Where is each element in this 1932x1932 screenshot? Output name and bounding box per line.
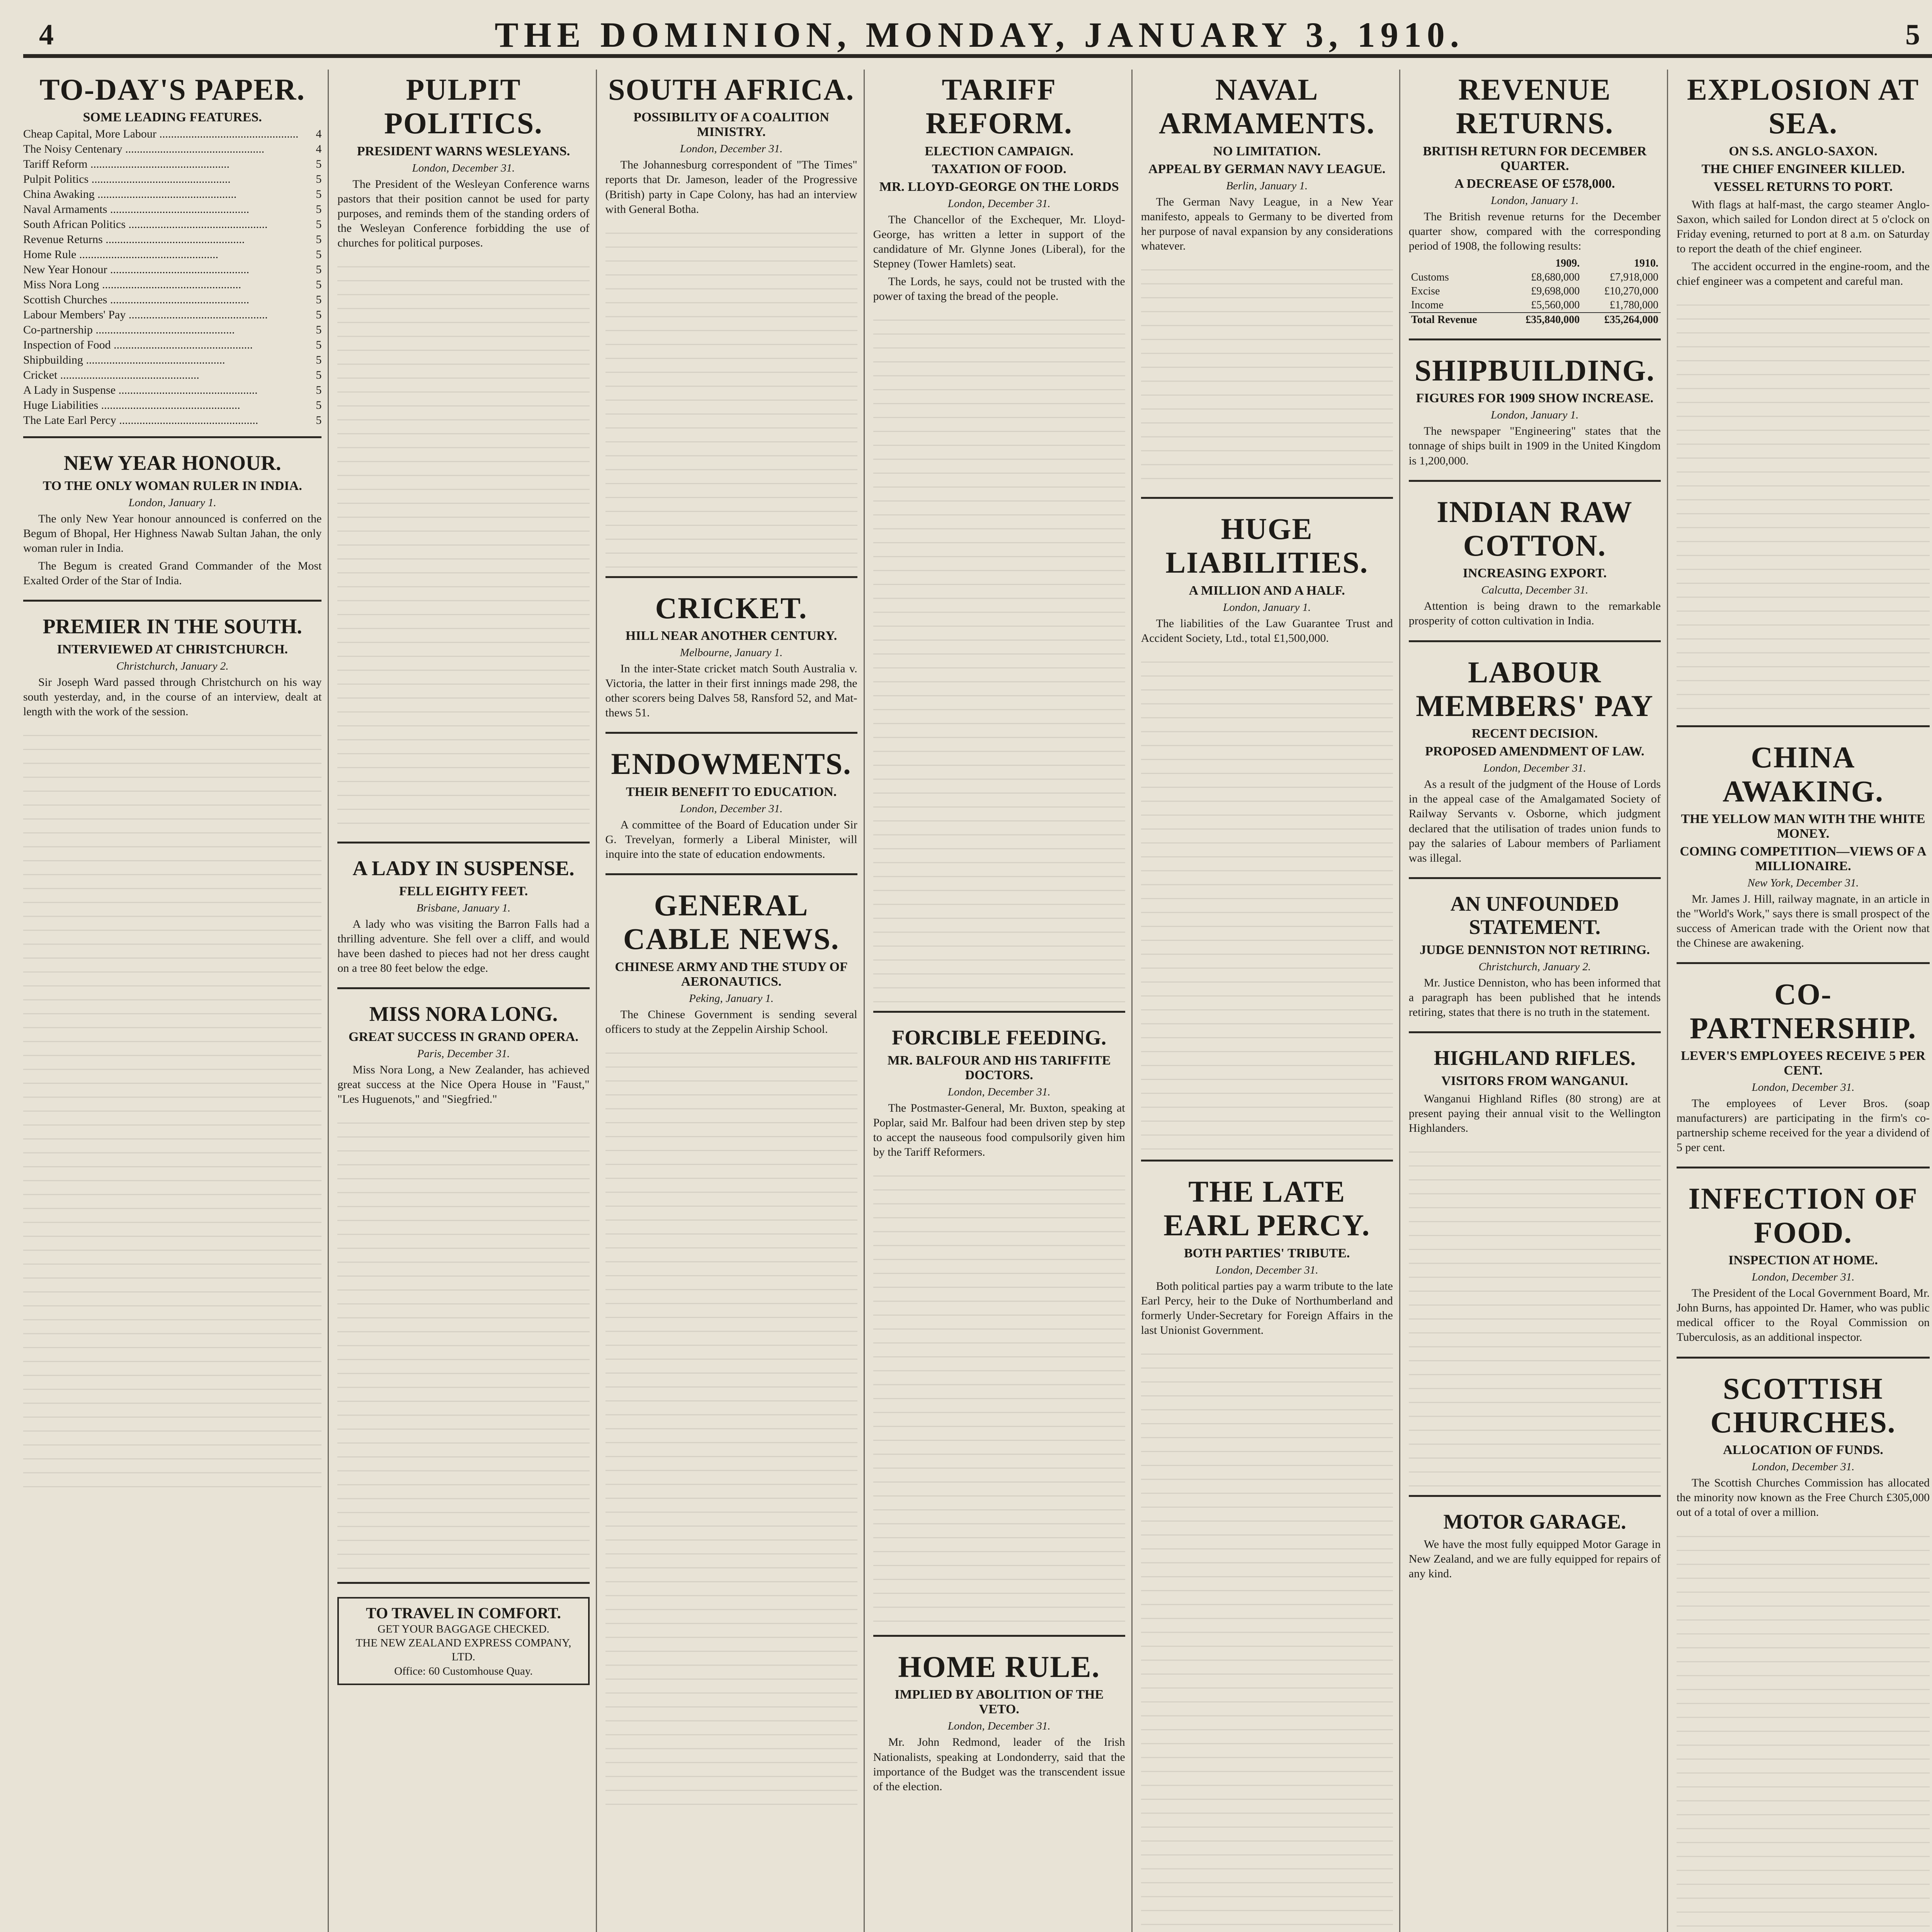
body-text-block (1141, 649, 1393, 1151)
contents-item-label: Revenue Returns ................................................ (23, 233, 245, 246)
paragraph: The British revenue returns for the December quarter show, compared with the corresponding period of 1908, the following results: (1408, 210, 1661, 252)
body-text-block (605, 1040, 857, 1813)
table-cell: £10,270,000 (1604, 285, 1658, 297)
body-text-block (1409, 1139, 1661, 1486)
dateline: London, December 31. (680, 802, 783, 815)
paragraph: A lady who was visiting the Barron Falls had a thrilling adventure. She fell over a cliff, and would have been dashed to pieces had not her dress caught on a tree 80 feet below the edge. (337, 917, 590, 975)
contents-subheading: SOME LEADING FEATURES. (83, 110, 262, 125)
article-body (1409, 1092, 1661, 1136)
dateline: London, January 1. (1491, 409, 1579, 422)
contents-item-label: Co-partnership ................................................ (23, 323, 235, 337)
dateline: London, January 1. (1491, 194, 1579, 207)
table-cell: Total Revenue (1409, 313, 1503, 327)
headline: LABOUR MEMBERS' PAY (1416, 655, 1654, 723)
article-body (1677, 197, 1930, 289)
page-number-left: 4 (39, 18, 54, 51)
headline: SCOTTISH CHURCHES. (1710, 1371, 1896, 1439)
subheading: BOTH PARTIES' TRIBUTE. (1184, 1246, 1350, 1260)
paragraph: The Johannesburg correspondent of "The Times" reports that Dr. Jameson, leader of the Progressive (British) party in Cape Colony, has had an interview with General Botha. (605, 158, 857, 216)
article-naval (1141, 73, 1393, 499)
contents-item (23, 156, 321, 172)
subheading: LEVER'S EMPLOYEES RECEIVE 5 PER CENT. (1680, 1049, 1925, 1078)
headline: THE LATE EARL PERCY. (1163, 1175, 1371, 1242)
paragraph: The Chinese Government is sending several officers to study at the Zeppelin Airship School. (605, 1008, 857, 1036)
paragraph: In the inter-State cricket match South Australia v. Victoria, the latter in their first innings made 298, the other scorers being Dalves 58, Ransford 52, and Mat-thews 51. (605, 662, 857, 719)
body-text-block (1141, 257, 1393, 488)
paragraph: The Scottish Churches Commission has allocated the minority now known as the Free Church £305,000 out of a total of over a million. (1676, 1476, 1930, 1519)
subheading: ELECTION CAMPAIGN. (925, 144, 1073, 158)
contents-item-label: South African Politics ................................................ (23, 218, 268, 231)
article-raw-cotton (1409, 495, 1661, 642)
paragraph: Attention is being drawn to the remarkable prosperity of cotton cultivation in India. (1408, 600, 1661, 628)
article-body (1409, 1537, 1661, 1581)
paragraph: Mr. James J. Hill, railway magnate, in an article in the "World's Work," says there is small prospect of the success of American trade with the Orient now that the Chinese are awakening. (1676, 893, 1930, 950)
article-body (337, 1063, 589, 1107)
article-unfounded (1409, 892, 1661, 1033)
contents-item-label: Cricket ................................................ (23, 369, 199, 382)
article-body (1409, 976, 1661, 1020)
article-lady-suspense (337, 857, 589, 989)
headline: INFECTION OF FOOD. (1688, 1182, 1918, 1249)
headline: PREMIER IN THE SOUTH. (43, 615, 302, 638)
contents-item-label: Home Rule ................................................ (23, 248, 218, 261)
headline: HIGHLAND RIFLES. (1434, 1046, 1636, 1070)
subheading: RECENT DECISION. (1471, 726, 1598, 741)
article-labour-pay (1409, 655, 1661, 879)
article-body (605, 158, 857, 216)
paragraph: The liabilities of the Law Guarantee Trust and Accident Society, Ltd., total £1,500,000. (1141, 617, 1393, 645)
subheading: IMPLIED BY ABOLITION OF THE VETO. (895, 1687, 1104, 1717)
paragraph: The President of the Wesleyan Conference warns pastors that their position cannot be used for party purposes, and reminds them of the standing orders of the Wesleyan Conference forbidding the use of churches for political purposes. (337, 177, 590, 250)
article-explosion (1677, 73, 1930, 727)
article-body (1677, 1286, 1930, 1345)
article-food-inspection (1677, 1182, 1930, 1358)
article-copartnership (1677, 977, 1930, 1168)
contents-item-page: 5 (316, 369, 322, 382)
column-2 (337, 70, 597, 1932)
article-body (873, 213, 1125, 304)
article-body (873, 1101, 1125, 1160)
table-total-row (1409, 313, 1661, 327)
contents-item (23, 232, 321, 247)
dateline: London, December 31. (1215, 1264, 1318, 1276)
headline: NEW YEAR HONOUR. (63, 451, 281, 475)
subheading: POSSIBILITY OF A COALITION MINISTRY. (633, 110, 829, 139)
headline: MOTOR GARAGE. (1443, 1510, 1626, 1533)
contents-item (23, 383, 321, 398)
dateline: Peking, January 1. (689, 992, 774, 1005)
article-body (605, 818, 857, 862)
contents-item (23, 187, 321, 202)
article-cricket (605, 591, 857, 734)
contents-item-label: Cheap Capital, More Labour ................................................ (23, 128, 299, 141)
paragraph: The newspaper "Engineering" states that the tonnage of ships built in 1909 in the United Kingdom is 1,200,000. (1408, 425, 1661, 467)
contents-item-label: Scottish Churches ................................................ (23, 293, 249, 306)
paragraph: The accident occurred in the engine-room, and the chief engineer was a competent and careful man. (1676, 260, 1930, 288)
article-body (605, 662, 857, 720)
article-china (1677, 740, 1930, 964)
headline: GENERAL CABLE NEWS. (623, 888, 840, 956)
table-header (1409, 257, 1503, 270)
article-body (23, 512, 321, 588)
headline: FORCIBLE FEEDING. (892, 1026, 1107, 1049)
table-cell: Customs (1411, 271, 1449, 283)
contents-item (23, 367, 321, 383)
headline: MISS NORA LONG. (369, 1002, 558, 1026)
body-text-block (1677, 1523, 1930, 1932)
contents-item (23, 141, 321, 156)
column-7 (1677, 70, 1932, 1932)
dateline: London, December 31. (947, 197, 1051, 210)
paragraph: Wanganui Highland Rifles (80 strong) are at present paying their annual visit to the Wellington Highlanders. (1408, 1092, 1661, 1134)
contents-item-page: 5 (316, 188, 322, 201)
contents-item (23, 202, 321, 217)
article-body (1409, 424, 1661, 468)
headline: PULPIT POLITICS. (384, 73, 543, 140)
masthead (23, 15, 1932, 58)
subheading: FIGURES FOR 1909 SHOW INCREASE. (1416, 391, 1653, 406)
subheading: JUDGE DENNISTON NOT RETIRING. (1419, 942, 1650, 957)
article-south-africa (605, 73, 857, 578)
contents-list (23, 126, 321, 428)
article-body (1409, 209, 1661, 253)
subheading: PRESIDENT WARNS WESLEYANS. (357, 144, 570, 158)
paragraph: Mr. Justice Denniston, who has been informed that a paragraph has been published that he intends retiring, states that there is no truth in the statement. (1408, 976, 1661, 1019)
contents-item-page: 4 (316, 128, 322, 141)
paragraph: We have the most fully equipped Motor Garage in New Zealand, and we are fully equipped for repairs of any kind. (1408, 1538, 1661, 1580)
columns (23, 70, 1932, 1932)
contents-item-label: Shipbuilding ................................................ (23, 354, 225, 367)
paragraph: The President of the Local Government Board, Mr. John Burns, has appointed Dr. Hamer, who was public medical officer to the Royal Commission on Tuberculosis, as an additional inspector. (1676, 1287, 1930, 1344)
contents-item (23, 262, 321, 277)
contents-item-label: The Late Earl Percy ................................................ (23, 414, 259, 427)
body-text-block (337, 1110, 589, 1573)
contents-item-label: Inspection of Food ................................................ (23, 338, 253, 352)
dateline: London, December 31. (1483, 762, 1586, 775)
subheading: BRITISH RETURN FOR DECEMBER QUARTER. (1423, 144, 1647, 173)
newspaper-page (23, 15, 1932, 1932)
headline: NAVAL ARMAMENTS. (1158, 73, 1375, 140)
headline: ENDOWMENTS. (611, 747, 852, 781)
subheading-2: APPEAL BY GERMAN NAVY LEAGUE. (1148, 162, 1386, 176)
paragraph: The Postmaster-General, Mr. Buxton, speaking at Poplar, said Mr. Balfour had been driven step by step to accept the nauseous food compulsorily given him by the Tariff Reformers. (873, 1101, 1125, 1159)
ad-line: GET YOUR BAGGAGE CHECKED. (378, 1622, 549, 1635)
dateline: London, December 31. (947, 1720, 1051, 1733)
newspaper-title: THE DOMINION, MONDAY, JANUARY 3, 1910. (495, 15, 1464, 54)
headline: A LADY IN SUSPENSE. (352, 857, 575, 880)
contents-item-label: Huge Liabilities ................................................ (23, 399, 240, 412)
dateline: Melbourne, January 1. (680, 646, 783, 659)
contents-item (23, 398, 321, 413)
contents-item-label: The Noisy Centenary ................................................ (23, 143, 265, 156)
column-3 (605, 70, 865, 1932)
paragraph: Sir Joseph Ward passed through Christchurch on his way south yesterday, and, in the course of an interview, dealt at length with the work of the session. (23, 675, 322, 718)
article-endowments (605, 747, 857, 875)
table-row (1409, 284, 1661, 298)
article-body (1677, 1096, 1930, 1155)
article-huge-liabilities (1141, 512, 1393, 1162)
body-text-block (23, 722, 321, 1495)
contents-item-page: 5 (316, 233, 322, 246)
article-revenue (1409, 73, 1661, 340)
contents-item (23, 307, 321, 322)
subheading: A MILLION AND A HALF. (1189, 583, 1345, 598)
subheading-3: VESSEL RETURNS TO PORT. (1713, 179, 1893, 194)
contents-heading: TO-DAY'S PAPER. (39, 73, 305, 106)
headline: TARIFF REFORM. (925, 73, 1073, 140)
contents-item (23, 247, 321, 262)
subheading: FELL EIGHTY FEET. (399, 884, 528, 898)
dateline: Paris, December 31. (417, 1047, 510, 1060)
dateline: London, January 1. (128, 496, 216, 509)
contents-item (23, 217, 321, 232)
contents-item-page: 5 (316, 278, 322, 291)
headline: HUGE LIABILITIES. (1165, 512, 1369, 580)
paragraph: Both political parties pay a warm tribute to the late Earl Percy, heir to the Duke of Northumberland and formerly Under-Secretary for Foreign Affairs in the last Unionist Government. (1141, 1279, 1393, 1337)
table-row (1409, 298, 1661, 313)
contents-item-page: 5 (316, 248, 322, 261)
table-cell: £7,918,000 (1609, 271, 1658, 283)
column-6 (1409, 70, 1668, 1932)
article-pulpit-politics (337, 73, 589, 844)
article-body (873, 1735, 1125, 1794)
article-body (1409, 599, 1661, 628)
body-text-block (873, 1163, 1125, 1626)
contents-item-label: A Lady in Suspense ................................................ (23, 384, 258, 397)
dateline: London, December 31. (412, 162, 515, 174)
dateline: London, December 31. (947, 1085, 1051, 1098)
headline: EXPLOSION AT SEA. (1687, 73, 1920, 140)
table-header-row (1409, 257, 1661, 270)
headline: AN UNFOUNDED STATEMENT. (1450, 892, 1619, 939)
paragraph: The Begum is created Grand Commander of the Most Exalted Order of the Star of India. (23, 560, 322, 587)
contents-item-page: 5 (316, 173, 322, 186)
headline: HOME RULE. (898, 1650, 1100, 1684)
subheading: INTERVIEWED AT CHRISTCHURCH. (57, 642, 288, 656)
contents-item-label: Pulpit Politics ................................................ (23, 173, 231, 186)
dateline: Christchurch, January 2. (1478, 960, 1591, 973)
contents-item-page: 5 (316, 293, 322, 306)
contents-item-label: Naval Armaments ................................................ (23, 203, 249, 216)
subheading: ON S.S. ANGLO-SAXON. (1729, 144, 1878, 158)
subheading: VISITORS FROM WANGANUI. (1441, 1073, 1628, 1088)
article-motor-garage (1409, 1510, 1661, 1593)
advertisement (337, 1597, 589, 1685)
contents-box (23, 73, 321, 438)
article-body (1677, 1476, 1930, 1520)
headline: INDIAN RAW COTTON. (1437, 495, 1633, 562)
contents-item (23, 322, 321, 337)
article-body (1141, 195, 1393, 253)
dateline: Brisbane, January 1. (416, 901, 511, 914)
table-header: 1910. (1634, 257, 1658, 269)
column-5 (1141, 70, 1400, 1932)
subheading-2: TAXATION OF FOOD. (932, 162, 1066, 176)
article-home-rule (873, 1650, 1125, 1806)
contents-item-page: 5 (316, 384, 322, 397)
subheading: TO THE ONLY WOMAN RULER IN INDIA. (43, 478, 302, 493)
contents-item-page: 5 (316, 158, 322, 171)
headline: REVENUE RETURNS. (1456, 73, 1614, 140)
dateline: London, December 31. (1752, 1271, 1855, 1284)
contents-item-page: 5 (316, 203, 322, 216)
subheading-2: PROPOSED AMENDMENT OF LAW. (1425, 744, 1645, 759)
table-cell: £5,560,000 (1531, 299, 1580, 311)
contents-item-page: 5 (316, 218, 322, 231)
dateline: London, December 31. (680, 143, 783, 155)
body-text-block (605, 220, 857, 568)
article-body (1141, 1279, 1393, 1338)
dateline: London, December 31. (1752, 1461, 1855, 1473)
article-general-cable (605, 888, 857, 1821)
paragraph: Miss Nora Long, a New Zealander, has achieved great success at the Nice Opera House in "Faust," "Les Huguenots," and "Siegfried." (337, 1063, 590, 1105)
article-forcible-feeding (873, 1026, 1125, 1637)
contents-item-page: 4 (316, 143, 322, 156)
subheading: HILL NEAR ANOTHER CENTURY. (625, 629, 837, 643)
contents-item (23, 292, 321, 307)
contents-item (23, 413, 321, 428)
dateline: Christchurch, January 2. (116, 660, 229, 672)
contents-item (23, 277, 321, 292)
dateline: Berlin, January 1. (1226, 179, 1308, 192)
column-4 (873, 70, 1133, 1932)
body-text-block (337, 253, 589, 833)
contents-item-label: Tariff Reform ................................................ (23, 158, 230, 171)
subheading: NO LIMITATION. (1213, 144, 1321, 158)
subheading: CHINESE ARMY AND THE STUDY OF AERONAUTICS. (615, 959, 848, 989)
contents-item-page: 5 (316, 263, 322, 276)
subheading: MR. BALFOUR AND HIS TARIFFITE DOCTORS. (887, 1053, 1111, 1082)
table-row (1409, 270, 1661, 284)
contents-item-page: 5 (316, 354, 322, 367)
subheading: THE YELLOW MAN WITH THE WHITE MONEY. (1681, 812, 1925, 841)
contents-item-page: 5 (316, 338, 322, 352)
article-body (1141, 616, 1393, 646)
article-earl-percy (1141, 1175, 1393, 1932)
ad-line: THE NEW ZEALAND EXPRESS COMPANY, LTD. (355, 1637, 571, 1663)
paragraph: The German Navy League, in a New Year manifesto, appeals to Germany to be diverted from her purpose of naval expansion by any considerations whatever. (1141, 195, 1393, 252)
article-body (1677, 892, 1930, 951)
body-text-block (873, 307, 1125, 1002)
article-nora-long (337, 1002, 589, 1584)
paragraph: The employees of Lever Bros. (soap manufacturers) are participating in the firm's co-partnership scheme received for the year a dividend of 5 per cent. (1676, 1097, 1930, 1154)
column-1 (23, 70, 329, 1932)
page-number-right: 5 (1905, 18, 1920, 51)
table-cell: Income (1411, 299, 1444, 311)
ad-lines (344, 1622, 582, 1678)
table-cell: £1,780,000 (1609, 299, 1658, 311)
body-text-block (1141, 1341, 1393, 1932)
headline: CO-PARTNERSHIP. (1690, 977, 1917, 1045)
subheading: ALLOCATION OF FUNDS. (1723, 1443, 1883, 1458)
dateline: New York, December 31. (1747, 877, 1859, 889)
ad-line: Office: 60 Customhouse Quay. (394, 1665, 533, 1677)
table-cell: £9,698,000 (1531, 285, 1580, 297)
contents-item-label: China Awaking ................................................ (23, 188, 237, 201)
article-tariff-reform (873, 73, 1125, 1013)
article-body (337, 917, 589, 976)
dateline: London, December 31. (1752, 1081, 1855, 1094)
article-scottish-churches (1677, 1372, 1930, 1932)
paragraph: The Lords, he says, could not be trusted with the power of taxing the bread of the people. (873, 275, 1125, 303)
contents-item-label: Labour Members' Pay ................................................ (23, 308, 268, 321)
subheading-2: THE CHIEF ENGINEER KILLED. (1701, 162, 1905, 176)
article-shipbuilding (1409, 354, 1661, 482)
paragraph: The only New Year honour announced is conferred on the Begum of Bhopal, Her Highness Nawab Sultan Jahan, the only woman ruler in India. (23, 512, 322, 555)
ad-title: TO TRAVEL IN COMFORT. (366, 1604, 561, 1622)
headline: CHINA AWAKING. (1722, 740, 1884, 808)
contents-item-page: 5 (316, 308, 322, 321)
contents-item-page: 5 (316, 414, 322, 427)
headline: SOUTH AFRICA. (608, 73, 855, 106)
paragraph: A committee of the Board of Education under Sir G. Trevelyan, formerly a Liberal Minister, will inquire into the state of education endowments. (605, 818, 857, 861)
article-body (23, 675, 321, 719)
table-cell: £35,264,000 (1582, 313, 1661, 327)
table-header: 1909. (1555, 257, 1580, 269)
contents-item (23, 352, 321, 367)
contents-item-label: New Year Honour ................................................ (23, 263, 249, 276)
table-cell: £35,840,000 (1503, 313, 1582, 327)
subheading-2: COMING COMPETITION—VIEWS OF A MILLIONAIRE. (1680, 844, 1927, 873)
paragraph: With flags at half-mast, the cargo steamer Anglo-Saxon, which sailed for London direct at 5 o'clock on Friday evening, returned to port at 8 a.m. on Saturday to report the death of the chief engineer. (1676, 198, 1930, 255)
table-cell: £8,680,000 (1531, 271, 1580, 283)
revenue-table (1409, 257, 1661, 327)
article-highland-rifles (1409, 1046, 1661, 1497)
contents-item-page: 5 (316, 323, 322, 337)
subheading-3: MR. LLOYD-GEORGE ON THE LORDS (879, 179, 1119, 194)
headline: CRICKET. (655, 591, 808, 625)
table-cell: Excise (1411, 285, 1440, 297)
subheading: INCREASING EXPORT. (1463, 566, 1607, 581)
contents-item (23, 337, 321, 352)
article-body (337, 177, 589, 250)
contents-item-label: Miss Nora Long ................................................ (23, 278, 242, 291)
article-body (605, 1007, 857, 1037)
contents-item-page: 5 (316, 399, 322, 412)
dateline: London, January 1. (1223, 601, 1311, 614)
subheading: THEIR BENEFIT TO EDUCATION. (626, 784, 837, 799)
paragraph: The Chancellor of the Exchequer, Mr. Lloyd-George, has written a letter in support of the candidature of Mr. Glynne Jones (Liberal), for the Stepney (Tower Hamlets) seat. (873, 213, 1125, 270)
paragraph: Mr. John Redmond, leader of the Irish Nationalists, speaking at Londonderry, said that the importance of the Budget was the transcendent issue of the election. (873, 1736, 1125, 1793)
subheading: INSPECTION AT HOME. (1728, 1253, 1878, 1268)
body-text-block (1677, 292, 1930, 717)
article-body (1409, 777, 1661, 866)
article-new-year-honour (23, 451, 321, 602)
contents-item (23, 172, 321, 187)
headline: SHIPBUILDING. (1414, 354, 1655, 387)
subheading: GREAT SUCCESS IN GRAND OPERA. (349, 1029, 578, 1044)
paragraph: As a result of the judgment of the House of Lords in the appeal case of the Amalgamated Society of Railway Servants v. Osborne, which judgment declared that the utilisation of trades union funds to pay the salaries of Labour members of Parliament was illegal. (1408, 778, 1661, 864)
contents-item (23, 126, 321, 141)
article-premier-south (23, 615, 321, 1503)
dateline: Calcutta, December 31. (1481, 584, 1588, 597)
subheading-2: A DECREASE OF £578,000. (1454, 176, 1615, 191)
